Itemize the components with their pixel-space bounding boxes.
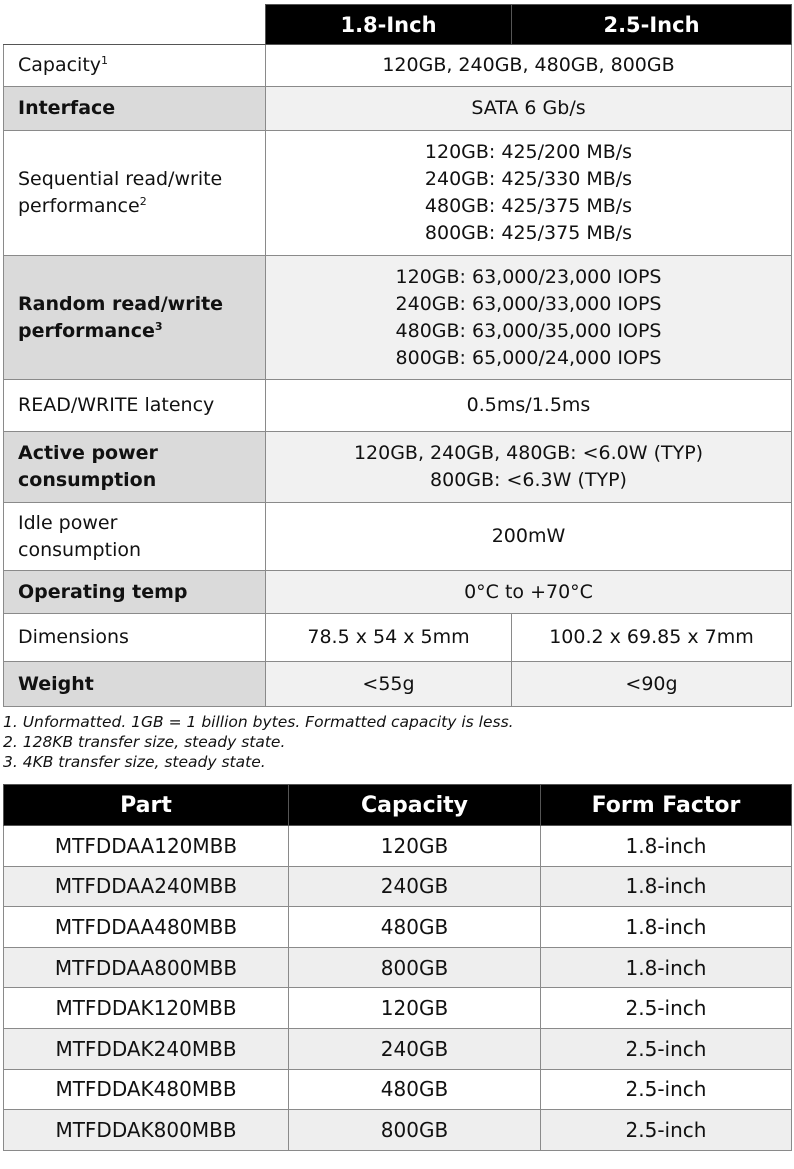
spec-header-2-5-inch: 2.5-Inch: [512, 5, 792, 45]
footnote-marker: 3: [154, 319, 163, 333]
spec-value: 200mW: [266, 503, 792, 571]
part-capacity: 480GB: [289, 1069, 541, 1110]
part-capacity: 120GB: [289, 826, 541, 867]
part-number: MTFDDAK480MBB: [4, 1069, 289, 1110]
spec-row-idle-power: [4, 503, 792, 571]
footnote-3: 3. 4KB transfer size, steady state.: [3, 753, 266, 771]
spec-value: 0°C to +70°C: [266, 571, 792, 614]
spec-label: Capacity$^1$: [4, 45, 266, 87]
spec-value-2-5-inch: <90g: [512, 662, 792, 707]
parts-header-capacity: Capacity: [289, 785, 541, 826]
spec-row-interface: [4, 87, 792, 131]
part-number: MTFDDAK240MBB: [4, 1028, 289, 1069]
spec-header-row: [4, 5, 792, 45]
parts-header-part: Part: [4, 785, 289, 826]
part-form-factor: 2.5-inch: [541, 1069, 792, 1110]
part-form-factor: 2.5-inch: [541, 988, 792, 1029]
footnote-marker: 2: [139, 195, 147, 208]
spec-label: READ/WRITE latency: [4, 380, 266, 432]
part-form-factor: 2.5-inch: [541, 1110, 792, 1151]
spec-label: Weight: [4, 662, 266, 707]
part-form-factor: 1.8-inch: [541, 866, 792, 907]
spec-value-1-8-inch: <55g: [266, 662, 512, 707]
spec-row-latency: [4, 380, 792, 432]
footnotes: [3, 712, 791, 772]
part-form-factor: 1.8-inch: [541, 907, 792, 948]
spec-value: 120GB: 63,000/23,000 IOPS 240GB: 63,000/33,000 IOPS 480GB: 63,000/35,000 IOPS 800GB: 65,000/24,000 IOPS: [266, 256, 792, 380]
spec-label: Idle power consumption: [4, 503, 266, 571]
spec-value-1-8-inch: 78.5 x 54 x 5mm: [266, 614, 512, 662]
spec-value: 120GB: 425/200 MB/s 240GB: 425/330 MB/s 480GB: 425/375 MB/s 800GB: 425/375 MB/s: [266, 131, 792, 256]
spec-row-capacity: [4, 45, 792, 87]
spec-row-random: [4, 256, 792, 380]
table-row: [4, 866, 792, 907]
spec-label: Sequential read/write performance$^2$: [4, 131, 266, 256]
spec-header-blank: [4, 5, 266, 45]
spec-label: Operating temp: [4, 571, 266, 614]
part-capacity: 120GB: [289, 988, 541, 1029]
parts-table: [3, 784, 792, 1151]
spec-label: Random read/write performance$^3$: [4, 256, 266, 380]
part-number: MTFDDAA120MBB: [4, 826, 289, 867]
parts-header-row: [4, 785, 792, 826]
table-row: [4, 947, 792, 988]
part-number: MTFDDAA480MBB: [4, 907, 289, 948]
spec-row-sequential: [4, 131, 792, 256]
spec-row-dimensions: [4, 614, 792, 662]
spec-header-1-8-inch: 1.8-Inch: [266, 5, 512, 45]
spec-row-weight: [4, 662, 792, 707]
spec-label: Dimensions: [4, 614, 266, 662]
table-row: [4, 826, 792, 867]
table-row: [4, 1069, 792, 1110]
part-number: MTFDDAA800MBB: [4, 947, 289, 988]
part-capacity: 800GB: [289, 947, 541, 988]
table-row: [4, 1110, 792, 1151]
table-row: [4, 988, 792, 1029]
spec-value: 120GB, 240GB, 480GB: <6.0W (TYP) 800GB: <6.3W (TYP): [266, 432, 792, 503]
spec-value: 120GB, 240GB, 480GB, 800GB: [266, 45, 792, 87]
part-number: MTFDDAA240MBB: [4, 866, 289, 907]
footnote-marker: 1: [101, 54, 109, 67]
part-capacity: 800GB: [289, 1110, 541, 1151]
part-form-factor: 1.8-inch: [541, 826, 792, 867]
footnote-1: 1. Unformatted. 1GB = 1 billion bytes. Formatted capacity is less.: [3, 713, 514, 731]
part-number: MTFDDAK800MBB: [4, 1110, 289, 1151]
part-capacity: 480GB: [289, 907, 541, 948]
spec-label: Interface: [4, 87, 266, 131]
spec-table: [3, 4, 792, 707]
table-row: [4, 907, 792, 948]
spec-value: SATA 6 Gb/s: [266, 87, 792, 131]
part-form-factor: 1.8-inch: [541, 947, 792, 988]
part-number: MTFDDAK120MBB: [4, 988, 289, 1029]
spec-value: 0.5ms/1.5ms: [266, 380, 792, 432]
part-form-factor: 2.5-inch: [541, 1028, 792, 1069]
spec-value-2-5-inch: 100.2 x 69.85 x 7mm: [512, 614, 792, 662]
spec-row-active-power: [4, 432, 792, 503]
spec-label: Active power consumption: [4, 432, 266, 503]
footnote-2: 2. 128KB transfer size, steady state.: [3, 733, 286, 751]
table-row: [4, 1028, 792, 1069]
spec-row-operating-temp: [4, 571, 792, 614]
parts-header-form-factor: Form Factor: [541, 785, 792, 826]
part-capacity: 240GB: [289, 1028, 541, 1069]
part-capacity: 240GB: [289, 866, 541, 907]
